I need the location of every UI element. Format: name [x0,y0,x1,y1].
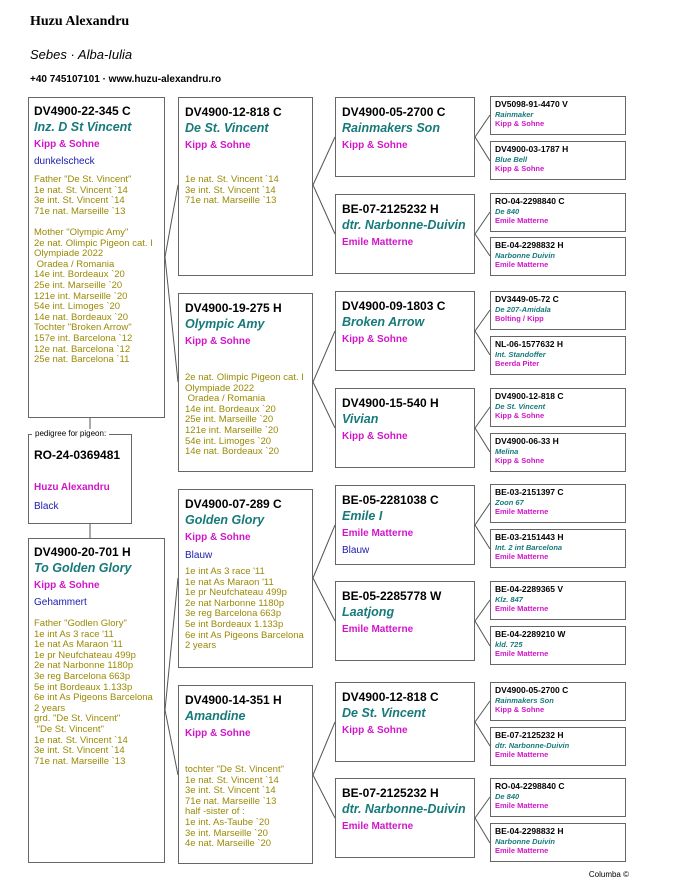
great-grandparent-ring: BE-07-2125232 H [342,786,439,800]
ancestor-name: dtr. Narbonne-Duivin [495,741,570,750]
grandparent-card[interactable] [178,293,313,472]
great-grandparent-ring: DV4900-05-2700 C [342,105,446,119]
great-grandparent-name: Emile I [342,509,383,523]
grandparent-ring: DV4900-14-351 H [185,693,282,707]
great-grandparent-color: Blauw [342,545,370,556]
owner-contact: +40 745107101 · www.huzu-alexandru.ro [30,74,222,85]
subject-pigeon-card[interactable] [28,434,132,524]
sire-name: Inz. D St Vincent [34,120,132,134]
ancestor-card[interactable] [490,141,626,180]
great-grandparent-ring: BE-07-2125232 H [342,202,439,216]
great-grandparent-card[interactable] [335,291,475,371]
grandparent-name: Amandine [185,709,246,723]
ancestor-ring: DV4900-12-818 C [495,391,564,401]
great-grandparent-breeder: Kipp & Sohne [342,725,408,736]
great-grandparent-ring: BE-05-2281038 C [342,493,439,507]
ancestor-ring: BE-04-2289210 W [495,629,566,639]
sire-notes: Father "De St. Vincent" 1e nat. St. Vincent `14 3e int. St. Vincent `14 71e nat. Marseille `13 Mother "Olympic Amy" 2e nat. Olimpic Pigeon cat. I Olympiade 2022 Oradea / Romania 14e int. Bordeaux `20 25e int. Marseille `20 121e int. Marseille `20 54e int. Limoges `20 14e nat. Bordeaux `20 Tochter "Broken Arrow" 157e int. Barcelona `12 12e nat. Barcelona `12 25e nat. Barcelona `11 [34,174,153,366]
ancestor-breeder: Beerda Piter [495,359,540,368]
ancestor-name: Klz. 847 [495,595,523,604]
dam-notes: Father "Godlen Glory" 1e int As 3 race '11 1e nat As Maraon '11 1e pr Neufchateau 499p 2e nat Narbonne 1180p 3e reg Barcelona 663p 5e int Bordeaux 1.133p 6e int As Pigeons Barcelona 2 years grd. "De St. Vincent" "De St. Vincent" 1e nat. St. Vincent `14 3e int. St. Vincent `14 71e nat. Marseille `13 [34,618,153,767]
great-grandparent-name: dtr. Narbonne-Duivin [342,218,466,232]
ancestor-card[interactable] [490,237,626,276]
ancestor-card[interactable] [490,388,626,427]
ancestor-name: Rainmaker [495,110,534,119]
ancestor-name: Blue Bell [495,155,528,164]
grandparent-notes: 1e int As 3 race '11 1e nat As Maraon '11 1e pr Neufchateau 499p 2e nat Narbonne 1180p 3e reg Barcelona 663p 5e int Bordeaux 1.133p 6e int As Pigeons Barcelona 2 years [185,566,304,652]
grandparent-card[interactable] [178,97,313,276]
ancestor-name: De St. Vincent [495,402,546,411]
ancestor-name: Int. Standoffer [495,350,546,359]
ancestor-breeder: Kipp & Sohne [495,705,545,714]
ancestor-ring: DV4900-06-33 H [495,436,559,446]
great-grandparent-card[interactable] [335,97,475,177]
great-grandparent-card[interactable] [335,485,475,565]
great-grandparent-card[interactable] [335,778,475,858]
ancestor-name: kld. 725 [495,640,523,649]
ancestor-breeder: Emile Matterne [495,507,549,516]
ancestor-breeder: Emile Matterne [495,604,549,613]
ancestor-name: Narbonne Duivin [495,837,556,846]
great-grandparent-breeder: Emile Matterne [342,528,414,539]
great-grandparent-card[interactable] [335,194,475,274]
ancestor-breeder: Emile Matterne [495,260,549,269]
owner-location: Sebes · Alba-Iulia [30,47,133,62]
ancestor-card[interactable] [490,484,626,523]
great-grandparent-breeder: Kipp & Sohne [342,140,408,151]
great-grandparent-name: De St. Vincent [342,706,426,720]
grandparent-breeder: Kipp & Sohne [185,532,251,543]
ancestor-name: Rainmakers Son [495,696,554,705]
ancestor-ring: BE-04-2289365 V [495,584,564,594]
ancestor-ring: DV3449-05-72 C [495,294,559,304]
great-grandparent-breeder: Emile Matterne [342,821,414,832]
grandparent-card[interactable] [178,685,313,864]
ancestor-breeder: Kipp & Sohne [495,164,545,173]
dam-color: Gehammert [34,597,87,608]
dam-name: To Golden Glory [34,561,132,575]
ancestor-card[interactable] [490,291,626,330]
ancestor-breeder: Emile Matterne [495,801,549,810]
ancestor-name: De 840 [495,207,520,216]
ancestor-card[interactable] [490,727,626,766]
grandparent-ring: DV4900-07-289 C [185,497,282,511]
great-grandparent-card[interactable] [335,388,475,468]
great-grandparent-name: Laatjong [342,605,395,619]
grandparent-card[interactable] [178,489,313,668]
great-grandparent-ring: DV4900-12-818 C [342,690,439,704]
great-grandparent-breeder: Kipp & Sohne [342,334,408,345]
ancestor-ring: BE-03-2151397 C [495,487,564,497]
ancestor-breeder: Kipp & Sohne [495,119,545,128]
ancestor-name: De 840 [495,792,520,801]
ancestor-card[interactable] [490,581,626,620]
ancestor-card[interactable] [490,778,626,817]
subject-breeder: Huzu Alexandru [34,482,110,493]
great-grandparent-ring: DV4900-09-1803 C [342,299,446,313]
ancestor-card[interactable] [490,336,626,375]
sire-breeder: Kipp & Sohne [34,139,100,150]
great-grandparent-name: Rainmakers Son [342,121,440,135]
grandparent-notes: 1e nat. St. Vincent `14 3e int. St. Vincent `14 71e nat. Marseille `13 [185,174,279,207]
footer-credit: Columba © [588,870,629,879]
ancestor-card[interactable] [490,823,626,862]
ancestor-ring: RO-04-2298840 C [495,781,565,791]
great-grandparent-ring: BE-05-2285778 W [342,589,442,603]
owner-name: Huzu Alexandru [30,14,130,29]
ancestor-name: De 207-Amidala [495,305,551,314]
ancestor-breeder: Kipp & Sohne [495,456,545,465]
great-grandparent-breeder: Emile Matterne [342,237,414,248]
ancestor-name: Int. 2 int Barcelona [495,543,563,552]
ancestor-ring: DV4900-03-1787 H [495,144,569,154]
ancestor-card[interactable] [490,626,626,665]
ancestor-ring: RO-04-2298840 C [495,196,565,206]
grandparent-ring: DV4900-12-818 C [185,105,282,119]
sire-ring: DV4900-22-345 C [34,104,131,118]
grandparent-color: Blauw [185,550,213,561]
dam-card[interactable] [28,538,165,863]
ancestor-card[interactable] [490,193,626,232]
great-grandparent-breeder: Emile Matterne [342,624,414,635]
grandparent-ring: DV4900-19-275 H [185,301,282,315]
great-grandparent-breeder: Kipp & Sohne [342,431,408,442]
ancestor-name: Zoon 67 [495,498,524,507]
subject-ring: RO-24-0369481 [34,448,121,462]
ancestor-ring: DV4900-05-2700 C [495,685,569,695]
ancestor-name: Narbonne Duivin [495,251,556,260]
ancestor-breeder: Kipp & Sohne [495,411,545,420]
great-grandparent-name: Vivian [342,412,379,426]
ancestor-ring: NL-06-1577632 H [495,339,564,349]
ancestor-ring: BE-04-2298832 H [495,826,564,836]
great-grandparent-name: dtr. Narbonne-Duivin [342,802,466,816]
grandparent-breeder: Kipp & Sohne [185,140,251,151]
grandparent-name: Golden Glory [185,513,265,527]
great-grandparent-card[interactable] [335,581,475,661]
grandparent-name: Olympic Amy [185,317,265,331]
ancestor-name: Melina [495,447,519,456]
ancestor-card[interactable] [490,433,626,472]
ancestor-ring: DV5098-91-4470 V [495,99,568,109]
ancestor-card[interactable] [490,529,626,568]
dam-breeder: Kipp & Sohne [34,580,100,591]
ancestor-card[interactable] [490,96,626,135]
ancestor-ring: BE-04-2298832 H [495,240,564,250]
great-grandparent-ring: DV4900-15-540 H [342,396,439,410]
ancestor-card[interactable] [490,682,626,721]
ancestor-ring: BE-07-2125232 H [495,730,564,740]
ancestor-breeder: Emile Matterne [495,216,549,225]
grandparent-notes: 2e nat. Olimpic Pigeon cat. I Olympiade 2022 Oradea / Romania 14e int. Bordeaux `20 25e int. Marseille `20 121e int. Marseille `20 54e int. Limoges `20 14e nat. Bordeaux `20 [185,372,304,458]
sire-card[interactable] [28,97,165,418]
ancestor-breeder: Emile Matterne [495,649,549,658]
grandparent-breeder: Kipp & Sohne [185,336,251,347]
grandparent-breeder: Kipp & Sohne [185,728,251,739]
ancestor-breeder: Emile Matterne [495,750,549,759]
sire-color: dunkelscheck [34,156,95,167]
dam-ring: DV4900-20-701 H [34,545,131,559]
ancestor-breeder: Bolting / Kipp [495,314,544,323]
grandparent-notes: tochter "De St. Vincent" 1e nat. St. Vincent `14 3e int. St. Vincent `14 71e nat. Marseille `13 half -sister of : 1e int. As-Taube `20 3e int. Marseille `20 4e nat. Marseille `20 [185,764,284,850]
subject-color: Black [34,501,59,512]
pedigree-label: pedigree for pigeon: [32,429,109,438]
ancestor-breeder: Emile Matterne [495,552,549,561]
ancestor-breeder: Emile Matterne [495,846,549,855]
great-grandparent-name: Broken Arrow [342,315,425,329]
ancestor-ring: BE-03-2151443 H [495,532,564,542]
great-grandparent-card[interactable] [335,682,475,762]
grandparent-name: De St. Vincent [185,121,269,135]
